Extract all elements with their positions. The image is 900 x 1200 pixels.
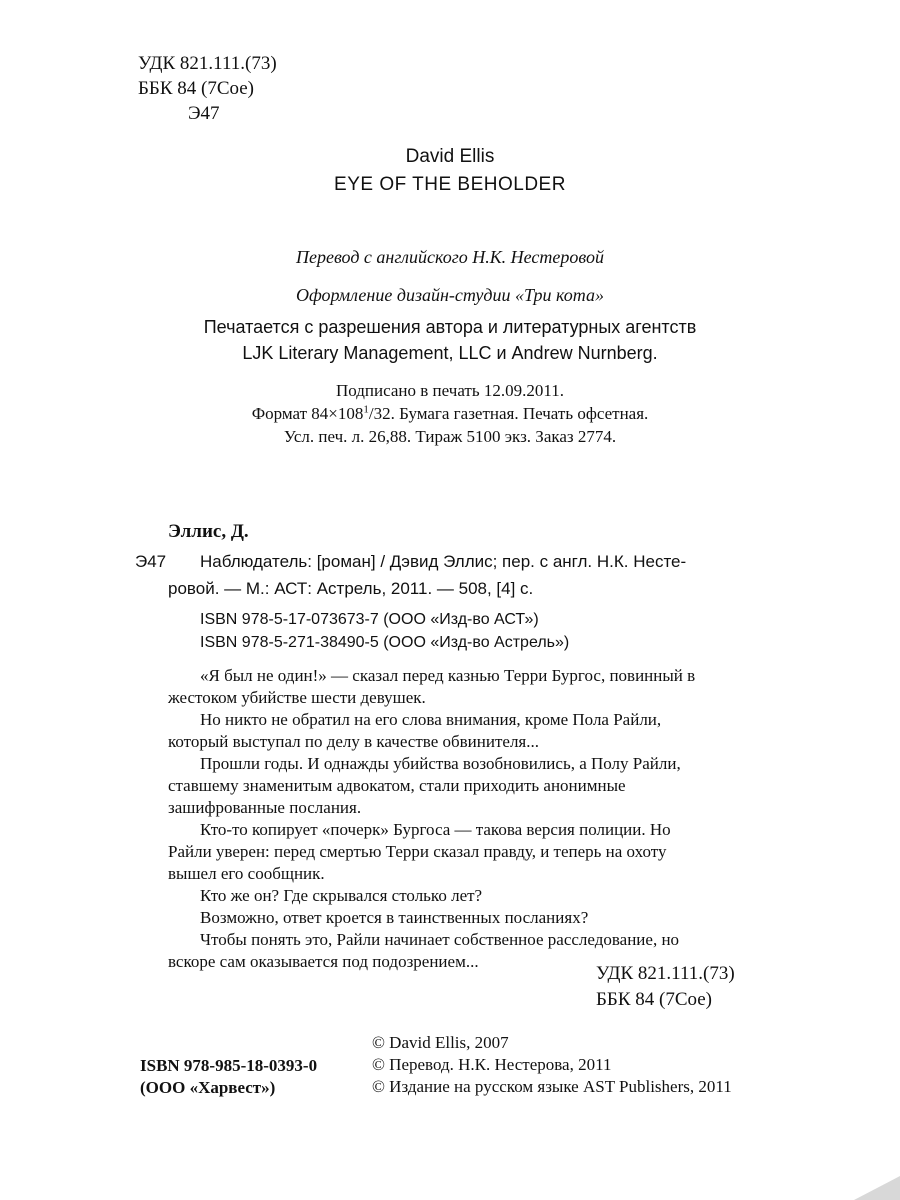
catalog-code: Э47 — [135, 552, 167, 571]
author-mark: Э47 — [188, 103, 220, 124]
catalog-entry-line-2: ровой. — М.: АСТ: Астрель, 2011. — 508, [4] с. — [168, 579, 534, 598]
format-prefix: Формат 84×108 — [251, 404, 364, 423]
permission-line-1: Печатается с разрешения автора и литературных агентств — [203, 317, 697, 337]
annotation-line: ставшему знаменитым адвокатом, стали приходить анонимные — [168, 776, 626, 795]
annotation-line: «Я был не один!» — сказал перед казнью Терри Бургос, повинный в — [200, 666, 696, 685]
annotation-line: Кто же он? Где скрывался столько лет? — [200, 886, 483, 905]
signed-to-print: Подписано в печать 12.09.2011. — [336, 381, 564, 400]
bottom-udk-code: УДК 821.111.(73) — [596, 963, 735, 984]
annotation-line: зашифрованные послания. — [168, 798, 362, 817]
print-run-line: Усл. печ. л. 26,88. Тираж 5100 экз. Заказ 2774. — [283, 427, 617, 446]
annotation-line: вышел его сообщник. — [168, 864, 325, 883]
original-title: EYE OF THE BEHOLDER — [334, 174, 566, 195]
permission-line-2: LJK Literary Management, LLC и Andrew Nurnberg. — [242, 343, 658, 363]
copyright-line-2: © Перевод. Н.К. Нестерова, 2011 — [372, 1055, 612, 1074]
catalog-entry-line-1: Наблюдатель: [роман] / Дэвид Эллис; пер. с англ. Н.К. Несте- — [200, 552, 687, 571]
publisher-name: (ООО «Харвест») — [140, 1078, 276, 1097]
catalog-isbn-2: ISBN 978-5-271-38490-5 (ООО «Изд-во Астрель») — [200, 634, 570, 651]
format-line — [0, 403, 900, 425]
format-suffix: /32. Бумага газетная. Печать офсетная. — [368, 404, 649, 423]
catalog-isbn-1: ISBN 978-5-17-073673-7 (ООО «Изд-во АСТ») — [200, 611, 539, 628]
publisher-isbn: ISBN 978-985-18-0393-0 — [140, 1056, 318, 1075]
annotation-line: Чтобы понять это, Райли начинает собственное расследование, но — [200, 930, 680, 949]
annotation-line: Возможно, ответ кроется в таинственных посланиях? — [200, 908, 589, 927]
annotation-line: Райли уверен: перед смертью Терри сказал правду, и теперь на охоту — [168, 842, 667, 861]
original-author: David Ellis — [405, 146, 495, 167]
page-corner-shadow — [854, 1176, 900, 1200]
copyright-line-1: © David Ellis, 2007 — [372, 1033, 509, 1052]
annotation-line: Прошли годы. И однажды убийства возобновились, а Полу Райли, — [200, 754, 681, 773]
annotation-line: Кто-то копирует «почерк» Бургоса — такова версия полиции. Но — [200, 820, 671, 839]
format-superscript: 1 — [363, 403, 369, 416]
bbk-code: ББК 84 (7Сое) — [138, 78, 254, 99]
design-credit: Оформление дизайн-студии «Три кота» — [296, 285, 604, 305]
catalog-heading: Эллис, Д. — [168, 521, 249, 542]
translation-credit: Перевод с английского Н.К. Нестеровой — [296, 247, 604, 267]
bottom-bbk-code: ББК 84 (7Сое) — [596, 989, 712, 1010]
annotation-line: Но никто не обратил на его слова внимания, кроме Пола Райли, — [200, 710, 662, 729]
annotation-line: который выступал по делу в качестве обвинителя... — [168, 732, 540, 751]
annotation-line: жестоком убийстве шести девушек. — [168, 688, 426, 707]
udk-code: УДК 821.111.(73) — [138, 53, 277, 74]
annotation-line: вскоре сам оказывается под подозрением... — [168, 952, 479, 971]
copyright-line-3: © Издание на русском языке AST Publishers, 2011 — [372, 1077, 732, 1096]
